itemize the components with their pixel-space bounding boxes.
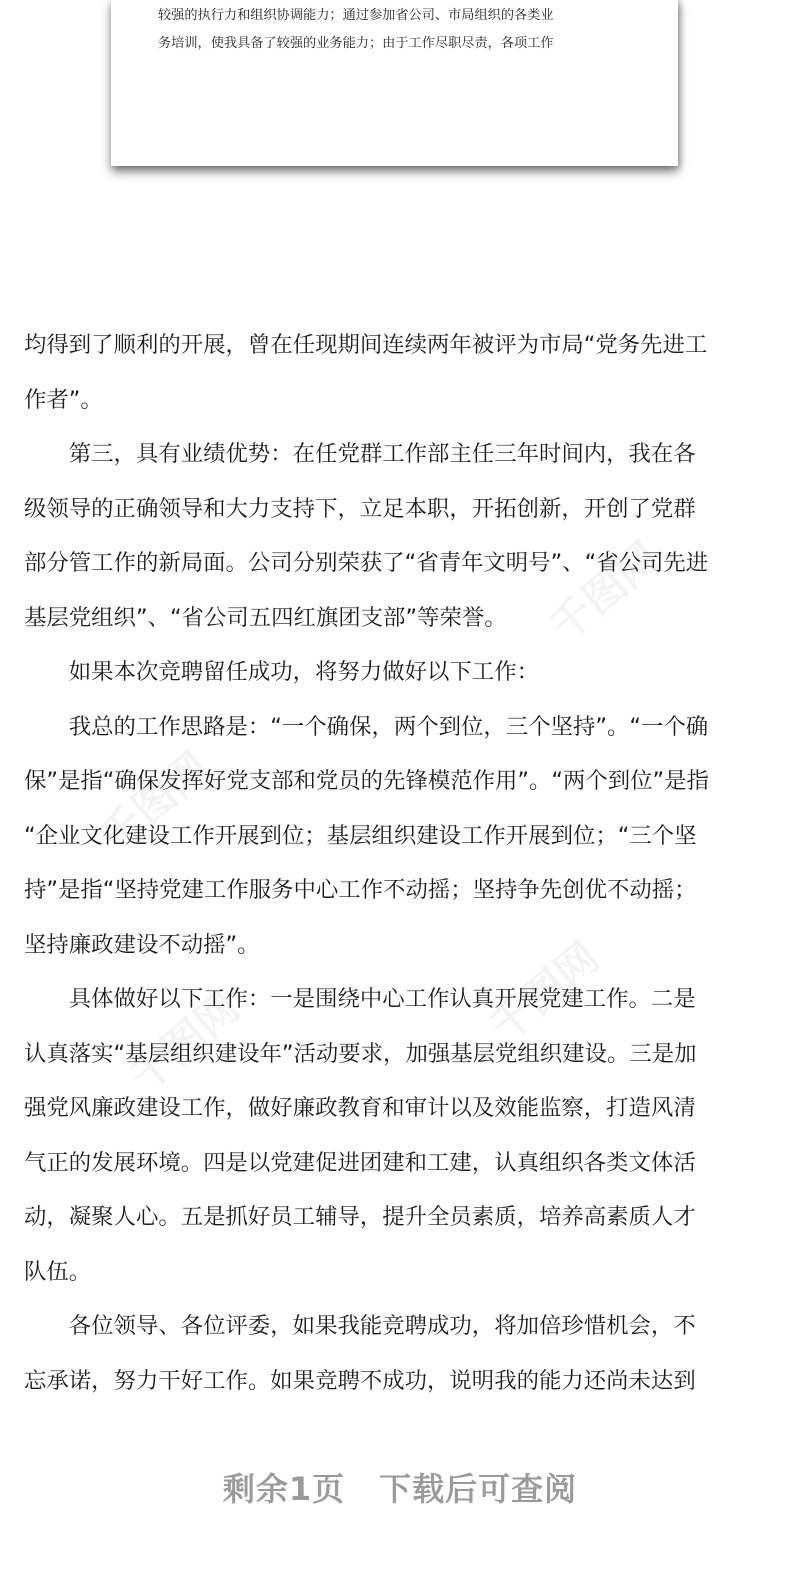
document-body xyxy=(24,318,776,1408)
watermark: 千图网 xyxy=(90,742,219,862)
document-line: 我总的工作思路是：“一个确保，两个到位，三个坚持”。“一个确 xyxy=(24,713,709,740)
document-line: 级领导的正确领导和大力支持下，立足本职，开拓创新，开创了党群 xyxy=(24,495,696,522)
document-line: 保”是指“确保发挥好党支部和党员的先锋模范作用”。“两个到位”是指 xyxy=(24,768,709,794)
document-line: 认真落实“基层组织建设年”活动要求，加强基层党组织建设。三是加 xyxy=(24,1040,697,1067)
document-line: 强党风廉政建设工作，做好廉政教育和审计以及效能监察，打造风清 xyxy=(24,1095,696,1121)
document-line: “企业文化建设工作开展到位；基层组织建设工作开展到位；“三个坚 xyxy=(24,822,697,849)
document-line: 持”是指“坚持党建工作服务中心工作不动摇；坚持争先创优不动摇； xyxy=(24,877,697,903)
document-line: 忘承诺，努力干好工作。如果竞聘不成功，说明我的能力还尚未达到 xyxy=(24,1367,696,1394)
document-line: 基层党组织”、“省公司五四红旗团支部”等荣誉。 xyxy=(24,604,507,631)
document-line: 均得到了顺利的开展，曾在任现期间连续两年被评为市局“党务先进工 xyxy=(24,332,708,358)
document-line: 坚持廉政建设不动摇”。 xyxy=(24,931,260,958)
document-line: 如果本次竞聘留任成功，将努力做好以下工作： xyxy=(24,659,539,685)
preview-card-text xyxy=(158,2,648,58)
document-line: 具体做好以下工作：一是围绕中心工作认真开展党建工作。二是 xyxy=(24,986,696,1012)
preview-line: 务培训，使我具备了较强的业务能力；由于工作尽职尽责，各项工作 xyxy=(158,36,554,51)
document-line: 动，凝聚人心。五是抓好员工辅导，提升全员素质，培养高素质人才 xyxy=(24,1204,696,1230)
download-to-view-banner[interactable] xyxy=(0,1464,800,1510)
document-line: 气正的发展环境。四是以党建促进团建和工建，认真组织各类文体活 xyxy=(24,1149,696,1176)
watermark: 千图网 xyxy=(120,982,249,1102)
watermark: 千图网 xyxy=(480,932,609,1052)
document-line: 第三，具有业绩优势：在任党群工作部主任三年时间内，我在各 xyxy=(24,441,696,467)
download-hint-label: 下载后可查阅 xyxy=(379,1470,578,1508)
preview-card xyxy=(111,0,678,166)
remaining-pages-label: 剩余1页 xyxy=(222,1470,346,1508)
document-line: 部分管工作的新局面。公司分别荣获了“省青年文明号”、“省公司先进 xyxy=(24,550,709,576)
document-line: 队伍。 xyxy=(24,1258,92,1285)
document-line: 作者”。 xyxy=(24,386,103,413)
document-line: 各位领导、各位评委，如果我能竞聘成功，将加倍珍惜机会，不 xyxy=(24,1313,696,1339)
preview-line: 较强的执行力和组织协调能力；通过参加省公司、市局组织的各类业 xyxy=(158,8,554,23)
watermark: 千图网 xyxy=(540,532,669,652)
